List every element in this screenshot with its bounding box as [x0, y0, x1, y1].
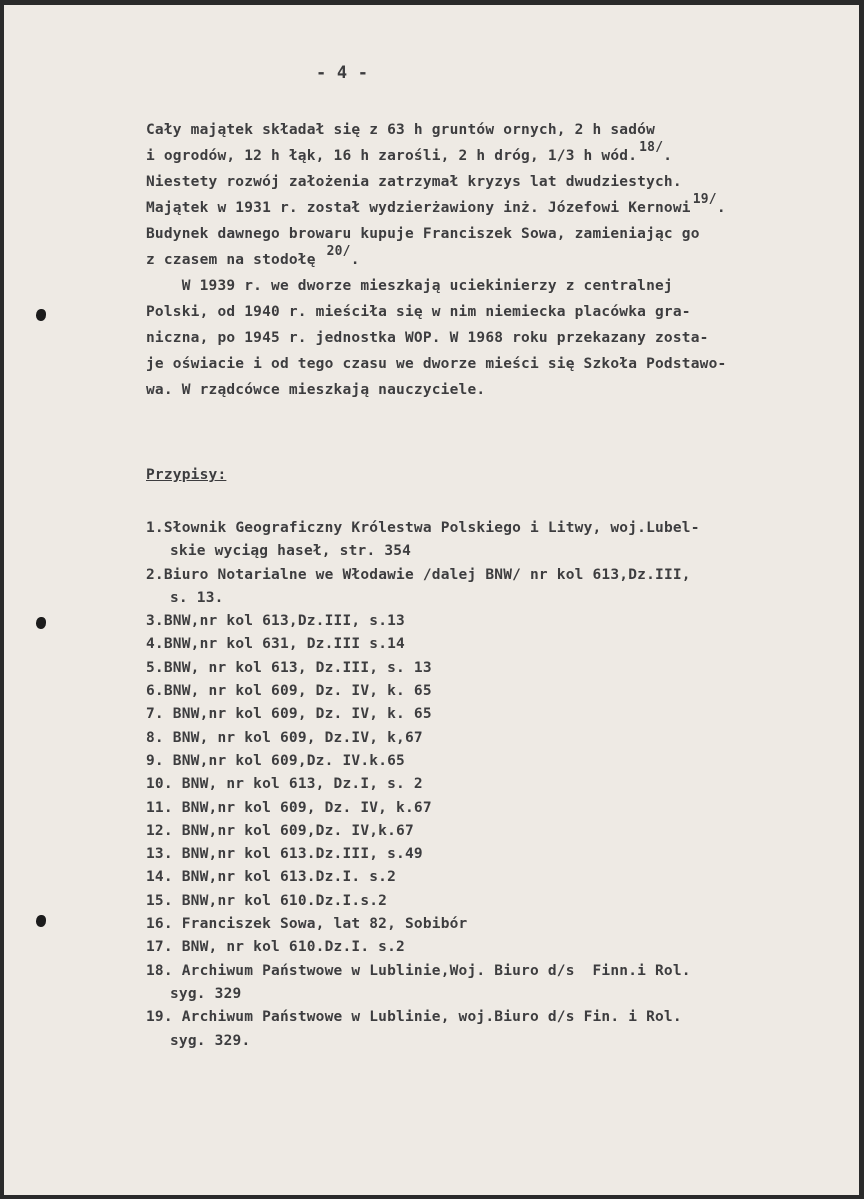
footnote-ref: 19/ — [692, 192, 717, 207]
footnote-text: BNW, nr kol 609, Dz. IV, k. 65 — [163, 683, 432, 700]
footnote-number: 1. — [146, 520, 164, 536]
footnote-line — [146, 517, 700, 540]
footnote-item — [146, 680, 700, 703]
footnote-item — [146, 727, 700, 750]
footnote-line — [146, 820, 700, 843]
footnote-text: BNW,nr kol 609, Dz. IV, k.67 — [172, 799, 432, 816]
footnote-text: BNW,nr kol 613,Dz.III, s.13 — [163, 613, 405, 630]
footnotes-list — [146, 517, 700, 1053]
footnote-number: 4. — [146, 636, 164, 653]
footnote-item — [146, 866, 700, 889]
punch-hole — [36, 309, 46, 321]
footnote-number: 9. — [146, 752, 164, 769]
footnote-number: 12. — [146, 822, 173, 839]
footnote-line — [146, 657, 700, 680]
footnote-item — [146, 843, 700, 866]
footnote-number: 14. — [146, 869, 173, 886]
footnote-line — [146, 750, 700, 773]
footnote-item — [146, 517, 700, 564]
text-line: z czasem na stodołę 20/. — [146, 244, 360, 268]
footnote-number: 18. — [146, 962, 173, 979]
footnote-line — [146, 890, 700, 913]
text-line: Majątek w 1931 r. został wydzierżawiony inż. Józefowi Kernowi19/. — [146, 192, 726, 216]
footnote-continuation: skie wyciąg haseł, str. 354 — [170, 543, 412, 560]
footnote-item — [146, 610, 700, 633]
footnote-continuation: syg. 329 — [170, 985, 242, 1002]
text-line: Budynek dawnego browaru kupuje Franciszek Sowa, zamieniając go — [146, 226, 700, 242]
footnote-line — [146, 727, 700, 750]
footnote-number: 3. — [146, 613, 164, 630]
paragraph-manor-history — [146, 273, 726, 403]
footnote-text: BNW,nr kol 631, Dz.III s.14 — [163, 636, 405, 653]
footnote-text: BNW, nr kol 613, Dz.I, s. 2 — [172, 776, 423, 793]
footnote-item — [146, 657, 700, 680]
punch-hole — [36, 915, 46, 927]
footnote-item — [146, 1006, 700, 1053]
footnote-line — [146, 936, 700, 959]
footnote-number: 8. — [146, 729, 164, 746]
footnote-continuation: syg. 329. — [170, 1032, 251, 1049]
footnote-ref: 20/ — [326, 244, 351, 259]
footnote-text: BNW, nr kol 610.Dz.I. s.2 — [172, 939, 405, 956]
footnote-number: 7. — [146, 706, 164, 723]
footnote-text: Archiwum Państwowe w Lublinie, woj.Biuro d/s Fin. i Rol. — [172, 1009, 682, 1026]
footnote-item — [146, 564, 700, 611]
footnote-number: 2. — [146, 566, 164, 583]
footnote-line — [146, 610, 700, 633]
footnote-line — [146, 1006, 700, 1029]
footnote-line — [146, 703, 700, 726]
footnote-text: BNW,nr kol 609,Dz. IV.k.65 — [163, 752, 405, 769]
footnote-text: BNW, nr kol 613, Dz.III, s. 13 — [163, 659, 432, 676]
footnote-text: Franciszek Sowa, lat 82, Sobibór — [172, 916, 468, 933]
footnote-item — [146, 913, 700, 936]
footnote-line — [146, 773, 700, 796]
footnote-item — [146, 797, 700, 820]
footnote-item — [146, 633, 700, 656]
footnote-number: 11. — [146, 799, 173, 816]
text-line: je oświacie i od tego czasu we dworze mieści się Szkoła Podstawo- — [146, 356, 727, 372]
footnote-line — [146, 913, 700, 936]
footnote-line — [146, 797, 700, 820]
footnote-text: BNW,nr kol 609, Dz. IV, k. 65 — [163, 706, 432, 723]
footnote-text: BNW,nr kol 613.Dz.I. s.2 — [172, 869, 397, 886]
footnote-text: BNW,nr kol 613.Dz.III, s.49 — [172, 846, 423, 863]
footnote-number: 10. — [146, 776, 173, 793]
footnote-text: BNW, nr kol 609, Dz.IV, k,67 — [163, 729, 423, 746]
footnote-text: Słownik Geograficzny Królestwa Polskiego i Litwy, woj.Lubel- — [163, 520, 700, 536]
footnote-continuation: s. 13. — [170, 589, 224, 606]
footnote-item — [146, 773, 700, 796]
footnote-item — [146, 820, 700, 843]
text-line: W 1939 r. we dworze mieszkają uciekinierzy z centralnej — [146, 278, 673, 294]
paragraph-estate — [146, 117, 726, 273]
footnote-line — [146, 680, 700, 703]
text-line: Niestety rozwój założenia zatrzymał kryzys lat dwudziestych. — [146, 174, 682, 190]
footnote-text: Archiwum Państwowe w Lublinie,Woj. Biuro d/s Finn.i Rol. — [172, 962, 691, 979]
footnote-line — [146, 564, 700, 587]
footnote-line — [146, 843, 700, 866]
footnote-item — [146, 936, 700, 959]
footnote-text: Biuro Notarialne we Włodawie /dalej BNW/ nr kol 613,Dz.III, — [163, 566, 691, 583]
footnote-line — [146, 960, 700, 983]
text-line: i ogrodów, 12 h łąk, 16 h zarośli, 2 h dróg, 1/3 h wód.18/. — [146, 140, 673, 164]
text-line: niczna, po 1945 r. jednostka WOP. W 1968 roku przekazany zosta- — [146, 330, 709, 346]
footnote-line — [146, 866, 700, 889]
footnote-item — [146, 750, 700, 773]
footnotes-heading: Przypisy: — [146, 467, 227, 483]
document-page — [4, 5, 859, 1195]
punch-hole — [36, 617, 46, 629]
footnote-item — [146, 703, 700, 726]
text-line: Polski, od 1940 r. mieściła się w nim niemiecka placówka gra- — [146, 304, 691, 320]
footnote-text: BNW,nr kol 610.Dz.I.s.2 — [172, 892, 388, 909]
footnote-number: 6. — [146, 683, 164, 700]
footnote-item — [146, 890, 700, 913]
footnote-number: 17. — [146, 939, 173, 956]
footnote-text: BNW,nr kol 609,Dz. IV,k.67 — [172, 822, 414, 839]
footnote-number: 15. — [146, 892, 173, 909]
footnote-number: 19. — [146, 1009, 173, 1026]
footnote-item — [146, 960, 700, 1007]
footnote-number: 13. — [146, 846, 173, 863]
text-line: wa. W rządcówce mieszkają nauczyciele. — [146, 382, 486, 398]
footnote-number: 5. — [146, 659, 164, 676]
footnote-ref: 18/ — [639, 140, 664, 155]
page-number: - 4 - — [316, 63, 369, 83]
text-line: Cały majątek składał się z 63 h gruntów ornych, 2 h sadów — [146, 122, 655, 138]
footnote-number: 16. — [146, 916, 173, 933]
footnote-line — [146, 633, 700, 656]
